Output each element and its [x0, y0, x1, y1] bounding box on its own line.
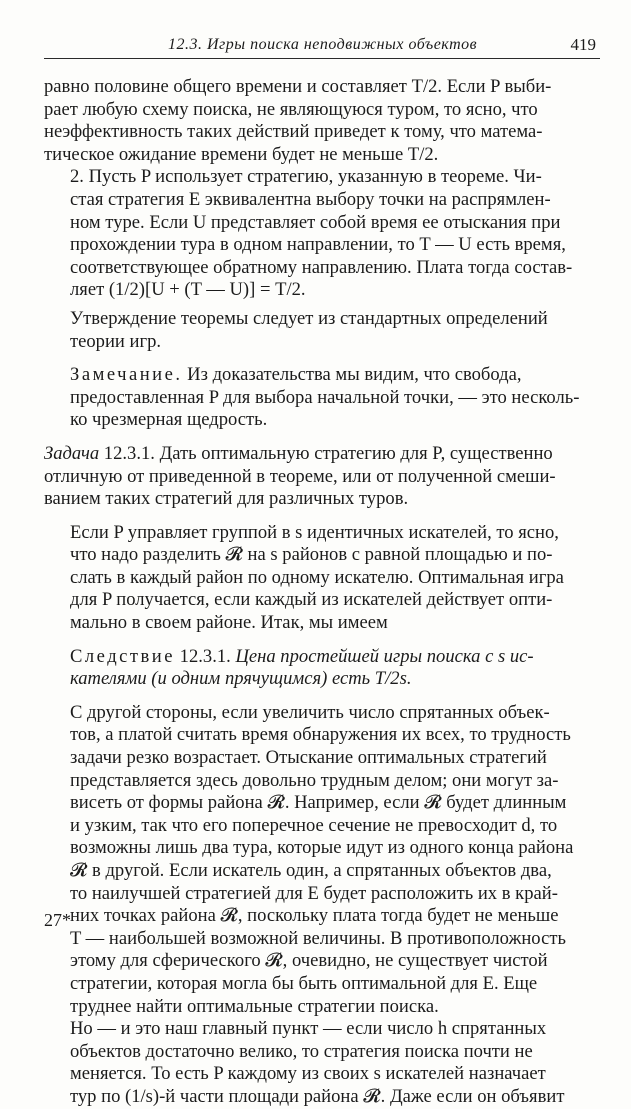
body-text — [44, 76, 596, 1109]
remark-paragraph — [44, 364, 596, 432]
text-line: этому для сферического 𝓡, очевидно, не существует чистой — [70, 950, 548, 972]
problem-label: Задача — [44, 442, 100, 464]
text-fragment: Из доказательства мы видим, что свобода, — [182, 364, 522, 386]
text-line: соответствующее обратному направлению. Плата тогда состав- — [70, 256, 573, 278]
text-line: тур по (1/s)-й части площади района 𝓡. Даже если он объявит — [70, 1085, 565, 1107]
remark-label: Замечание. — [70, 364, 183, 386]
text-line: предоставленная P для выбора начальной точки, — это несколь- — [70, 386, 580, 408]
text-line: задачи резко возрастает. Отыскание оптимальных стратегий — [70, 747, 547, 769]
text-line: 𝓡 в другой. Если искатель один, а спрятанных объектов два, — [70, 860, 552, 881]
text-line — [44, 443, 596, 466]
paragraph-6 — [44, 522, 596, 635]
text-line: прохождении тура в одном направлении, то T — U есть время, — [70, 234, 566, 256]
text-line: ном туре. Если U представляет собой время ее отыскания при — [70, 211, 561, 233]
text-line: Если P управляет группой в s идентичных искателей, то ясно, — [70, 521, 559, 543]
running-head-title: 12.3. Игры поиска неподвижных объектов — [168, 36, 478, 53]
running-head — [44, 34, 600, 59]
text-fragment: Цена простейшей игры поиска с s ис- — [235, 645, 534, 667]
problem-paragraph — [44, 443, 596, 511]
text-fragment: 12.3.1. Дать оптимальную стратегию для P, существенно — [99, 442, 553, 464]
text-line: тов, а платой считать время обнаружения их всех, то трудность — [70, 724, 571, 746]
text-line: рает любую схему поиска, не являющуюся туром, то ясно, что — [44, 98, 538, 120]
text-line — [44, 364, 596, 387]
text-line: тическое ожидание времени будет не меньше T/2. — [44, 143, 439, 165]
paragraph-9 — [44, 1018, 596, 1108]
text-line: T — наибольшей возможной величины. В противоположность — [70, 927, 566, 949]
text-line: Утверждение теоремы следует из стандартных определений — [70, 307, 548, 329]
paragraph-8 — [44, 702, 596, 1018]
corollary-paragraph — [44, 646, 596, 691]
page-number: 419 — [570, 35, 596, 54]
text-line: ванием таких стратегий для различных туров. — [44, 488, 409, 510]
text-line — [44, 646, 596, 669]
text-line: висеть от формы района 𝓡. Например, если 𝓡 будет длинным — [70, 792, 567, 814]
text-line: мально в своем районе. Итак, мы имеем — [70, 612, 388, 634]
text-line: труднее найти оптимальные стратегии поиска. — [70, 995, 439, 1017]
text-line: для P получается, если каждый из искателей действует опти- — [70, 589, 553, 611]
text-line: слать в каждый район по одному искателю. Оптимальная игра — [70, 566, 564, 588]
text-line: представляется здесь довольно трудным делом; они могут за- — [70, 769, 559, 791]
signature-mark: 27* — [44, 910, 71, 930]
corollary-label: Следствие — [70, 645, 176, 667]
text-line: ляет (1/2)[U + (T — U)] = T/2. — [70, 279, 306, 301]
paragraph-3 — [44, 308, 596, 353]
text-line: возможны лишь два тура, которые идут из одного конца района — [70, 837, 574, 859]
text-line: кателями (и одним прячущимся) есть T/2s. — [70, 668, 412, 690]
text-line: отличную от приведенной в теореме, или от полученной смеши- — [44, 465, 556, 487]
text-line: то наилучшей стратегией для E будет расположить их в край- — [70, 882, 558, 904]
text-line: них точках района 𝓡, поскольку плата тогда будет не меньше — [70, 905, 559, 927]
text-line: равно половине общего времени и составляет T/2. Если P выби- — [44, 76, 552, 97]
text-line: С другой стороны, если увеличить число спрятанных объек- — [70, 701, 550, 723]
text-line: что надо разделить 𝓡 на s районов с равной площадью и по- — [70, 544, 553, 566]
text-line: стая стратегия E эквивалентна выбору точки на распрямлен- — [70, 188, 551, 210]
text-line: теории игр. — [70, 330, 162, 352]
text-line: и узким, так что его поперечное сечение не превосходит d, то — [70, 814, 558, 836]
corollary-number: 12.3.1. — [175, 645, 236, 667]
text-line: Но — и это наш главный пункт — если число h спрятанных — [70, 1018, 547, 1040]
text-line: меняется. То есть P каждому из своих s искателей назначает — [70, 1063, 546, 1085]
text-line: стратегии, которая могла бы быть оптимальной для E. Еще — [70, 972, 538, 994]
text-line: объектов достаточно велико, то стратегия поиска почти не — [70, 1040, 533, 1062]
paragraph-2 — [44, 166, 596, 302]
text-line: неэффективность таких действий приведет к тому, что матема- — [44, 121, 543, 143]
paragraph-1 — [44, 76, 596, 166]
text-line: ко чрезмерная щедрость. — [70, 409, 268, 431]
text-line: 2. Пусть P использует стратегию, указанную в теореме. Чи- — [70, 166, 542, 188]
